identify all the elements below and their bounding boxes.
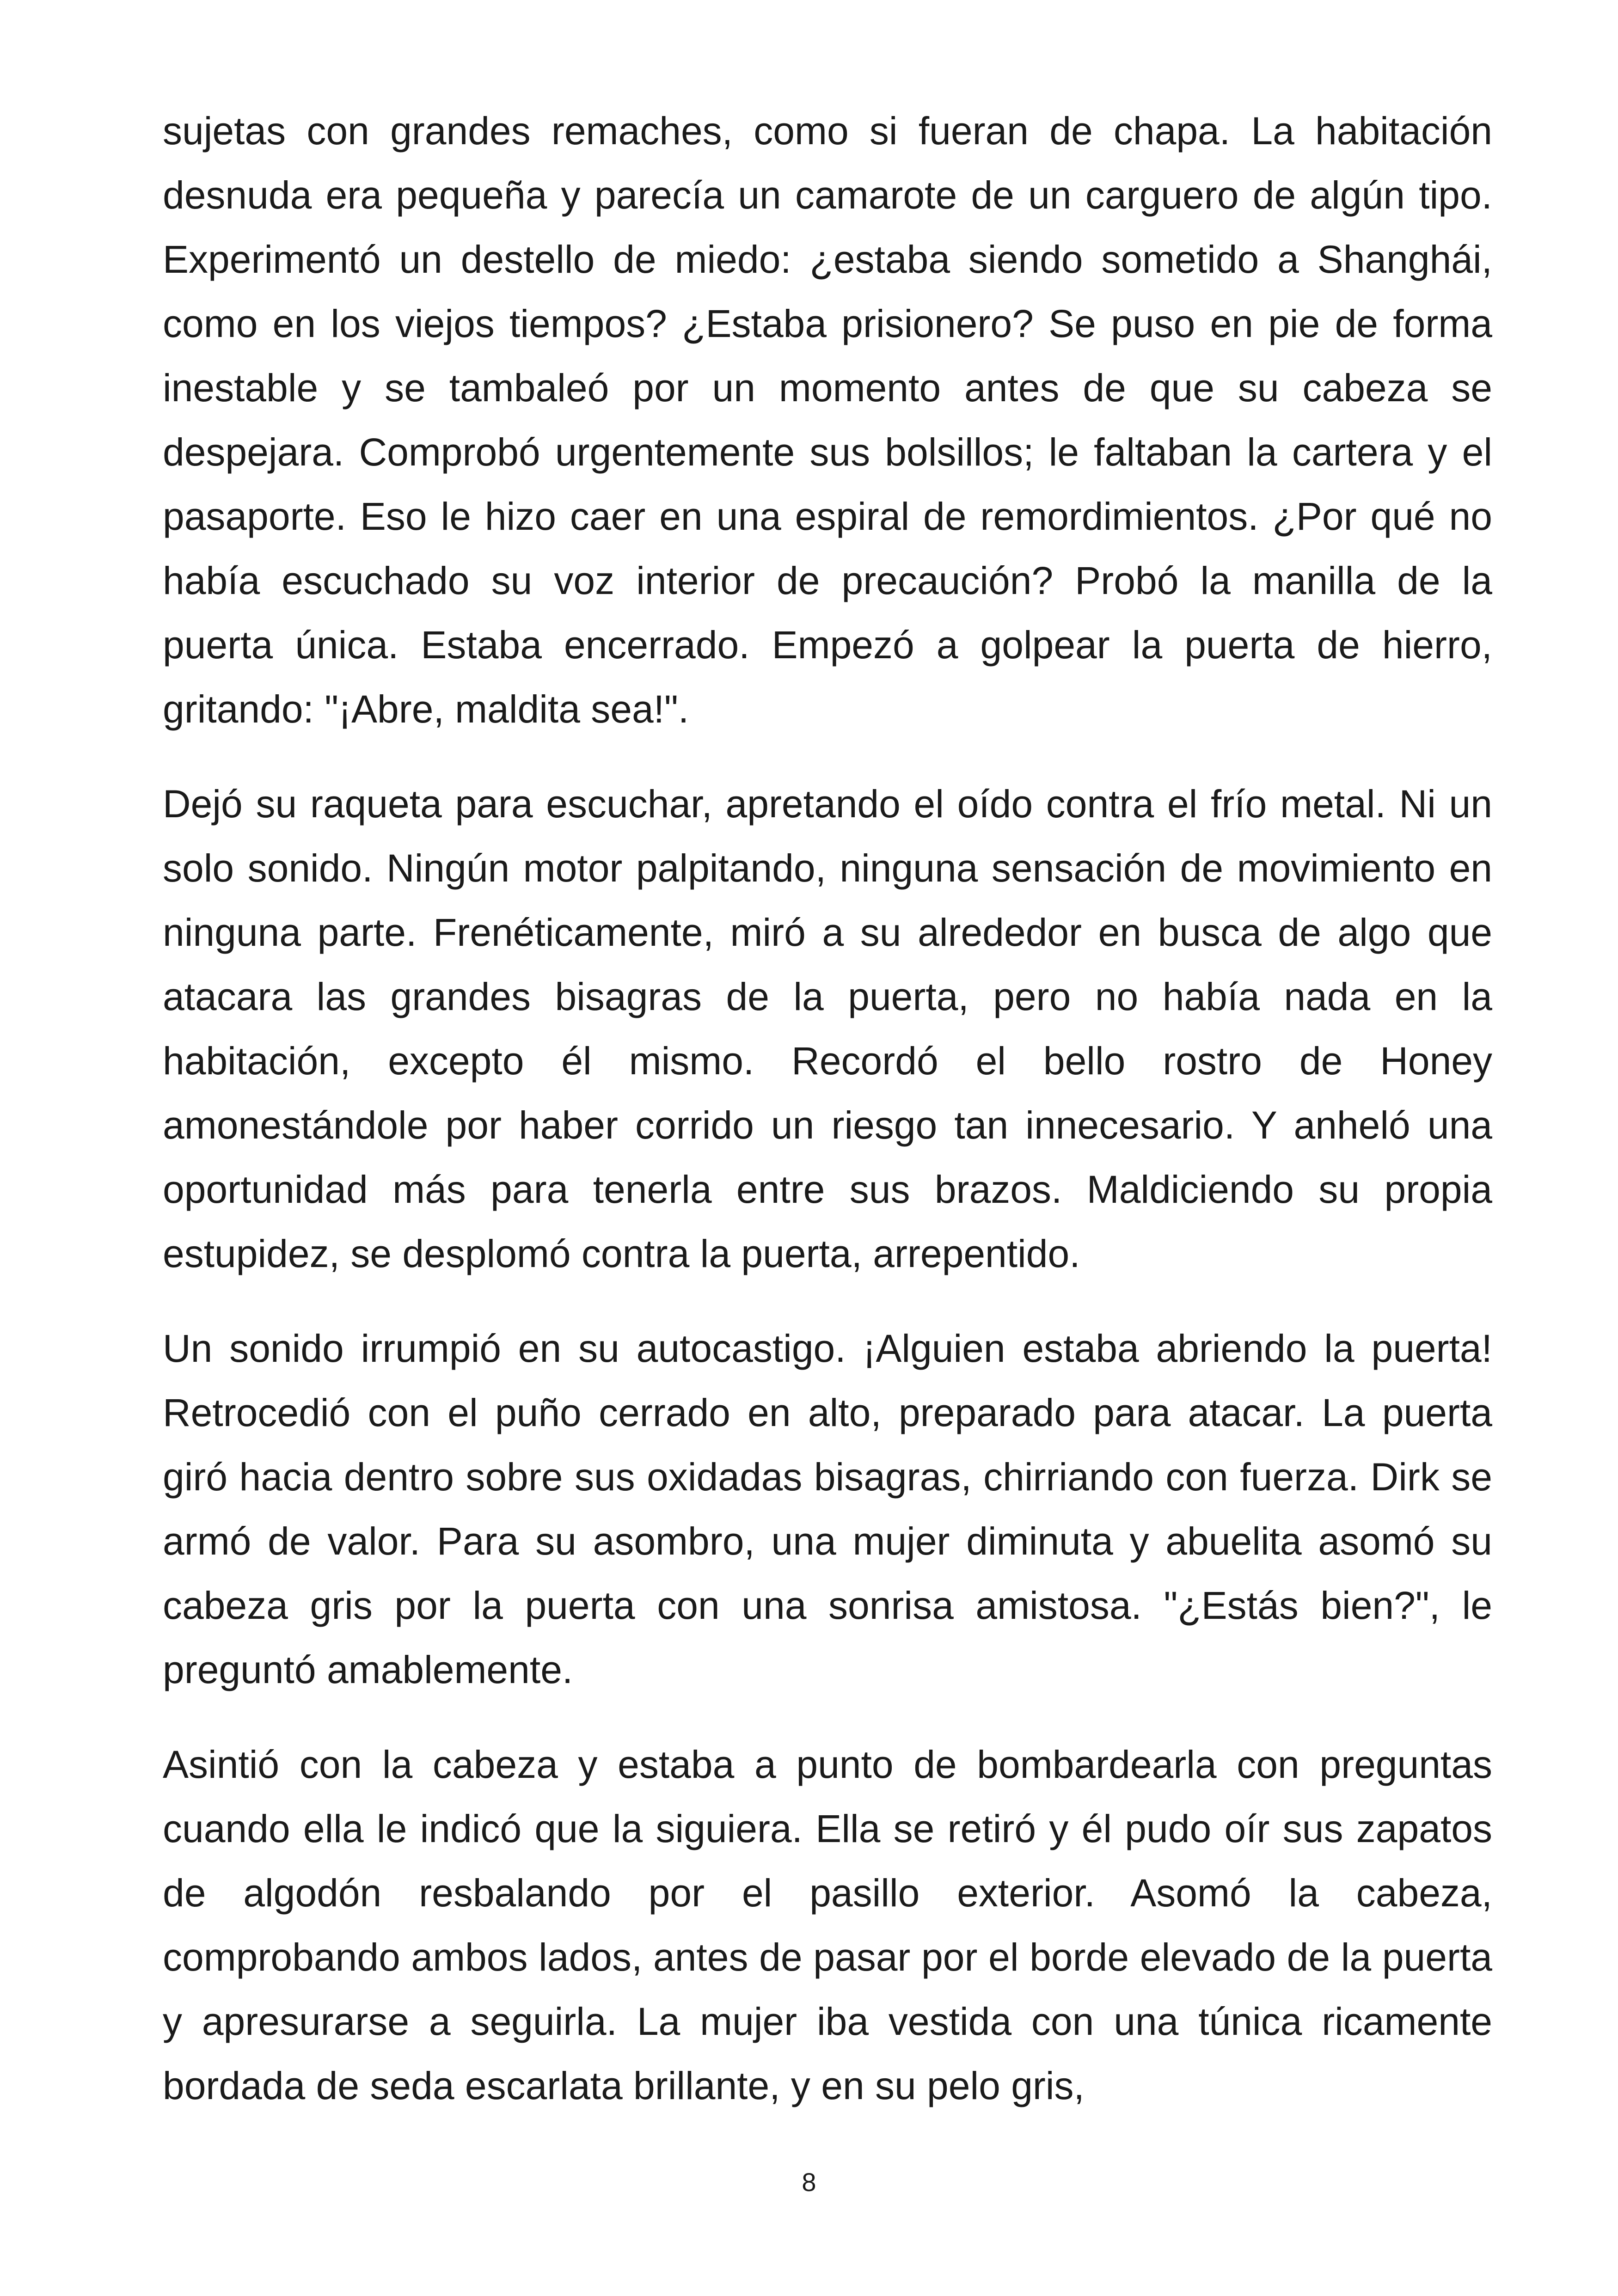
paragraph-3: Un sonido irrumpió en su autocastigo. ¡Alguien estaba abriendo la puerta! Retrocedió con el puño cerrado en alto, preparado para atacar. La puerta giró hacia dentro sobre sus oxidadas bisagras, chirriando con fuerza. Dirk se armó de valor. Para su asombro, una mujer diminuta y abuelita asomó su cabeza gris por la puerta con una sonrisa amistosa. "¿Estás bien?", le preguntó amablemente. bbox=[163, 1327, 1492, 1691]
body-text bbox=[163, 99, 1492, 2149]
paragraph-2: Dejó su raqueta para escuchar, apretando el oído contra el frío metal. Ni un solo sonido. Ningún motor palpitando, ninguna sensación de movimiento en ninguna parte. Frenéticamente, miró a su alrededor en busca de algo que atacara las grandes bisagras de la puerta, pero no había nada en la habitación, excepto él mismo. Recordó el bello rostro de Honey amonestándole por haber corrido un riesgo tan innecesario. Y anheló una oportunidad más para tenerla entre sus brazos. Maldiciendo su propia estupidez, se desplomó contra la puerta, arrepentido. bbox=[163, 782, 1492, 1275]
paragraph-4: Asintió con la cabeza y estaba a punto de bombardearla con preguntas cuando ella le indicó que la siguiera. Ella se retiró y él pudo oír sus zapatos de algodón resbalando por el pasillo exterior. Asomó la cabeza, comprobando ambos lados, antes de pasar por el borde elevado de la puerta y apresurarse a seguirla. La mujer iba vestida con una túnica ricamente bordada de seda escarlata brillante, y en su pelo gris, bbox=[163, 1743, 1492, 2107]
paragraph-1: sujetas con grandes remaches, como si fueran de chapa. La habitación desnuda era pequeña y parecía un camarote de un carguero de algún tipo. Experimentó un destello de miedo: ¿estaba siendo sometido a Shanghái, como en los viejos tiempos? ¿Estaba prisionero? Se puso en pie de forma inestable y se tambaleó por un momento antes de que su cabeza se despejara. Comprobó urgentemente sus bolsillos; le faltaban la cartera y el pasaporte. Eso le hizo caer en una espiral de remordimientos. ¿Por qué no había escuchado su voz interior de precaución? Probó la manilla de la puerta única. Estaba encerrado. Empezó a golpear la puerta de hierro, gritando: "¡Abre, maldita sea!". bbox=[163, 109, 1492, 731]
page-number: 8 bbox=[802, 2167, 816, 2197]
